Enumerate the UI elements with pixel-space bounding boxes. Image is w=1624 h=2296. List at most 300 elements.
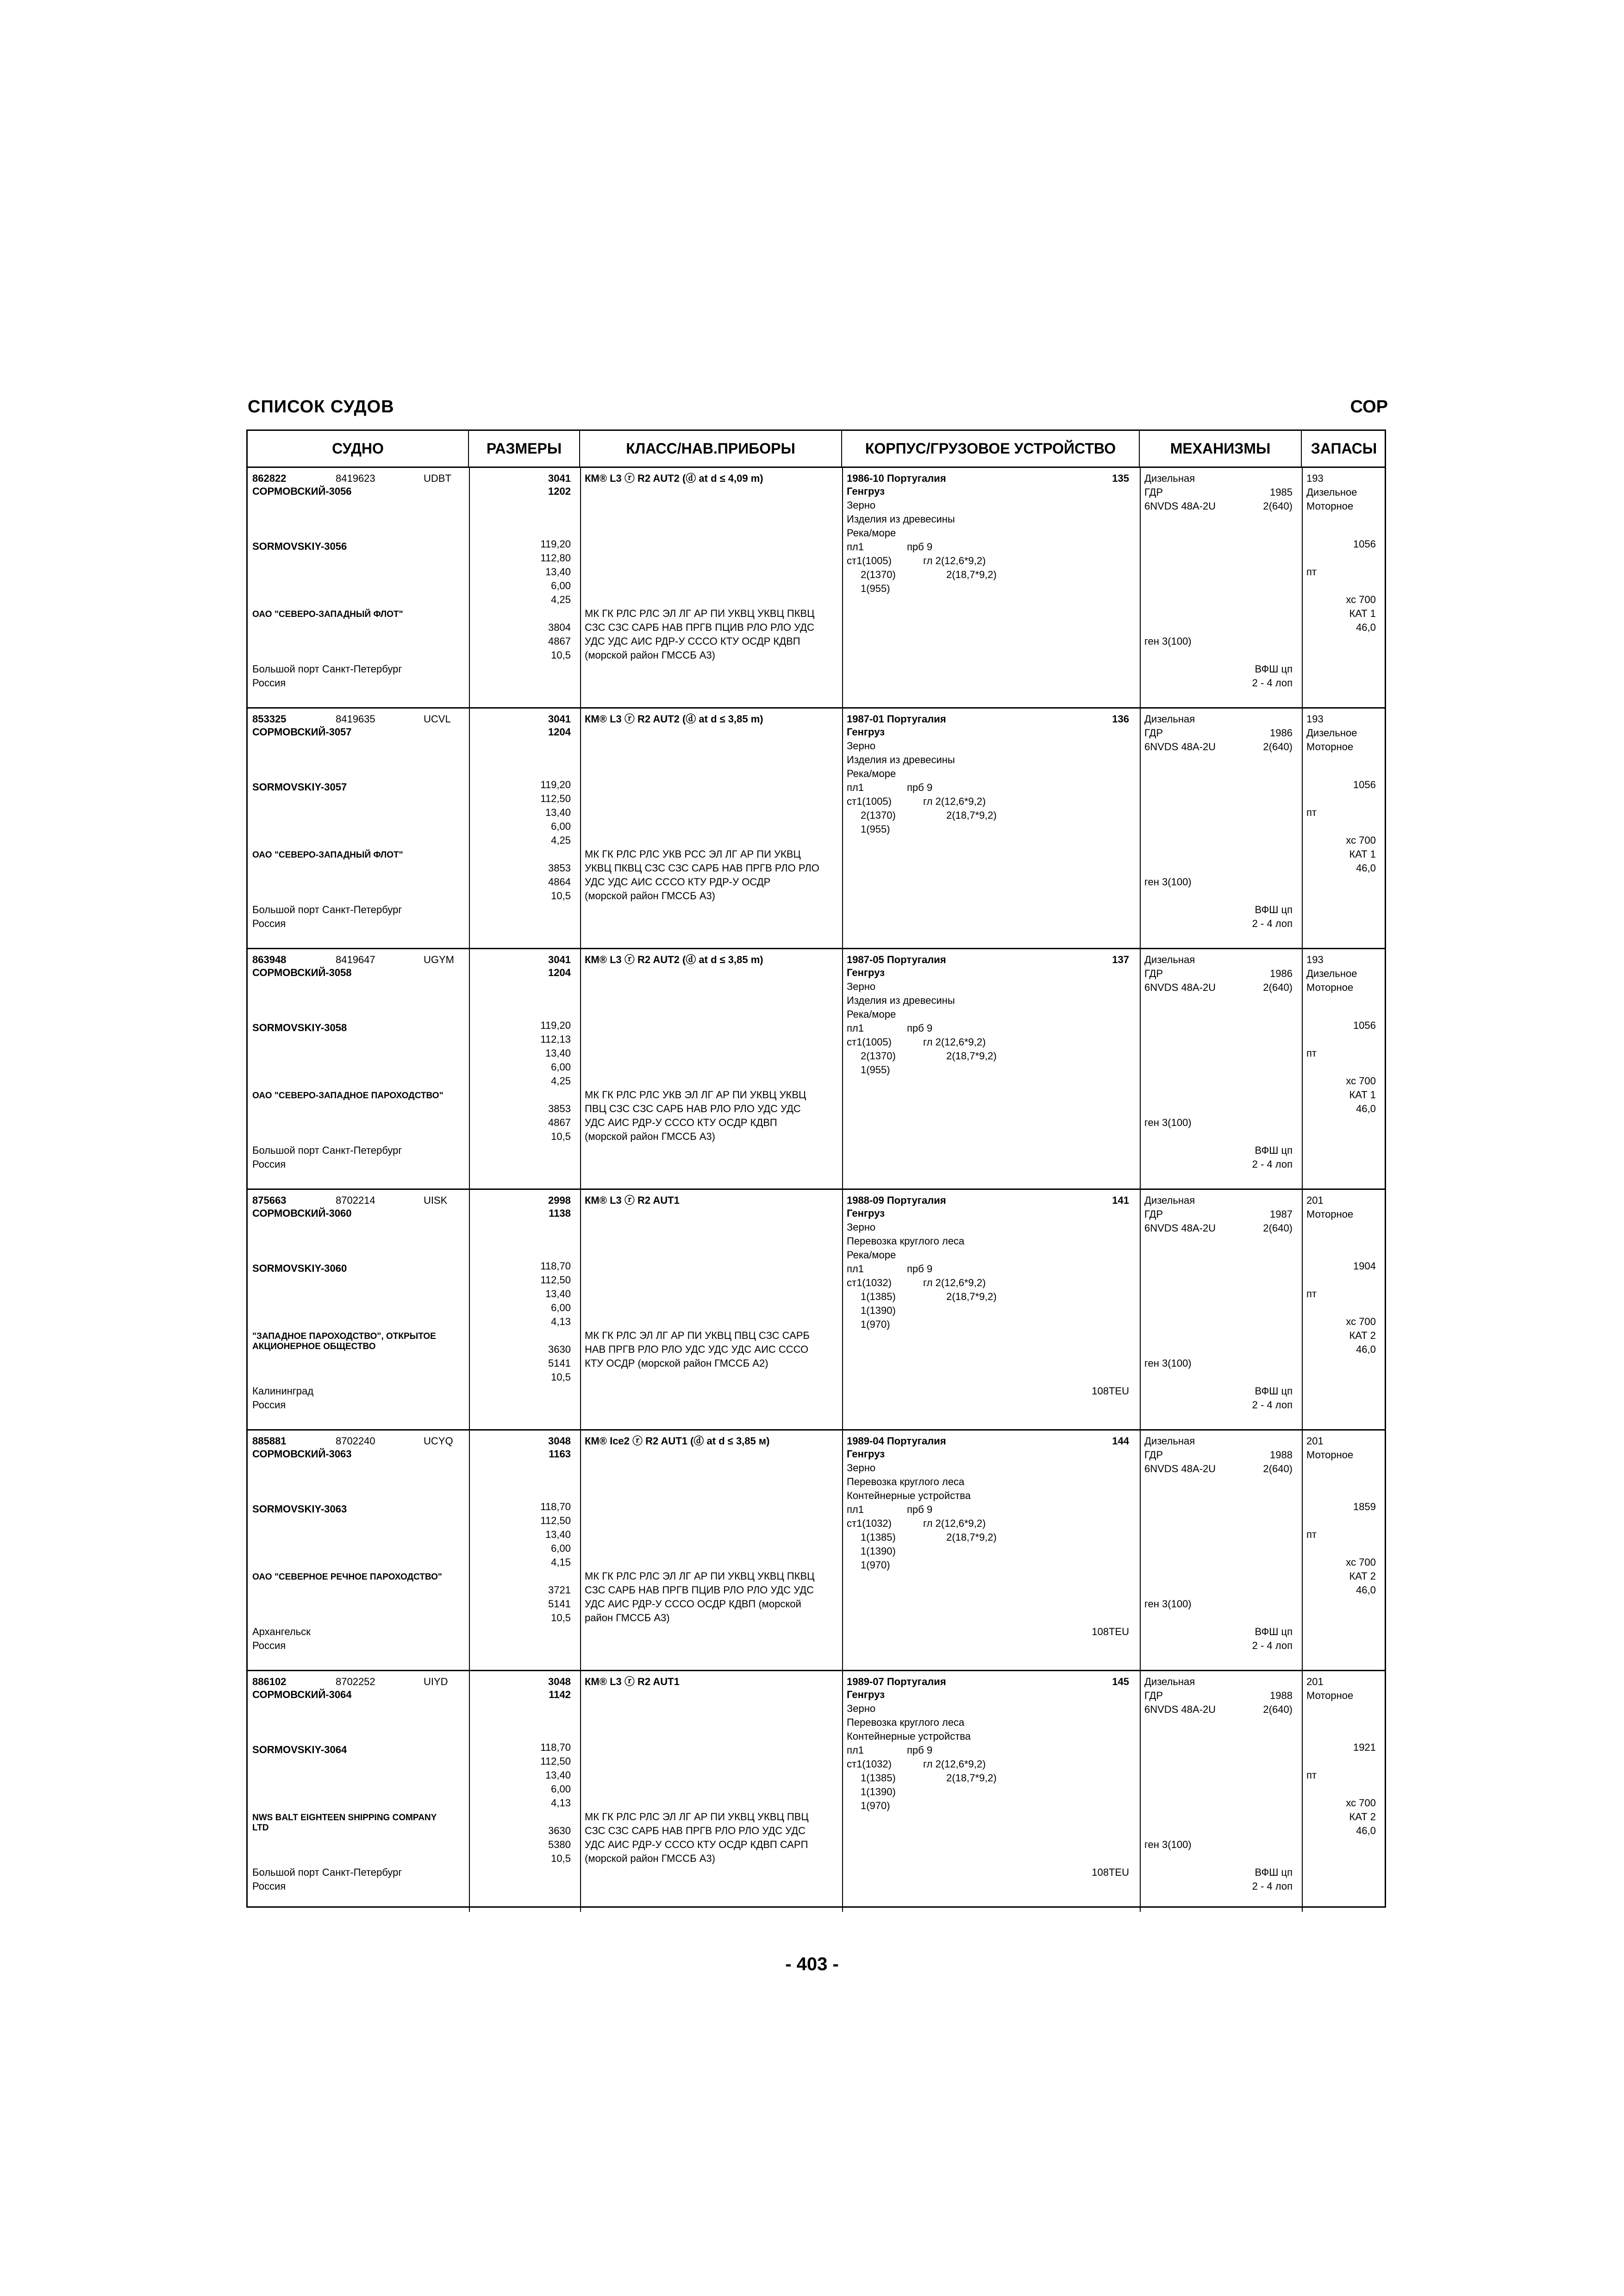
teu-capacity: 108TEU: [1092, 1867, 1129, 1878]
engine-info: ГДР: [1144, 1208, 1163, 1220]
cargo-type: Изделия из древесины: [847, 754, 955, 765]
dimension-value: 6,00: [551, 1302, 571, 1313]
dimension-value: 118,70: [540, 1501, 571, 1512]
owner-name: ОАО "СЕВЕРО-ЗАПАДНЫЙ ФЛОТ": [252, 850, 403, 860]
call-sign: UDBT: [424, 473, 451, 484]
col-header-dimensions: РАЗМЕРЫ: [469, 431, 580, 467]
vessel-name-ru: СОРМОВСКИЙ-3056: [252, 485, 352, 497]
hatch-size: гл 2(12,6*9,2): [923, 1036, 986, 1048]
column-divider: [580, 1671, 581, 1912]
hatch-size: 2(18,7*9,2): [946, 569, 997, 580]
hold-capacity: ст1(1005): [847, 796, 892, 807]
column-divider: [1302, 949, 1303, 1188]
table-header: [248, 431, 1385, 468]
ship-list-table: [246, 429, 1386, 1908]
col-header-vessel: СУДНО: [248, 431, 469, 467]
dimension-value: 6,00: [551, 1061, 571, 1073]
engine-year: 1988: [1270, 1449, 1293, 1461]
flag-country: Россия: [252, 918, 286, 929]
fuel-capacity: 1921: [1353, 1742, 1376, 1753]
hold-capacity: ст1(1032): [847, 1277, 892, 1288]
nav-equipment-line: МК ГК РЛС РЛС УКВ РСС ЭЛ ЛГ АР ПИ УКВЦ: [585, 848, 801, 860]
dimension-value: 3630: [548, 1825, 571, 1836]
store-detail: КАТ 2: [1349, 1811, 1376, 1823]
dimension-value: 112,13: [540, 1033, 571, 1045]
dimension-value: 3041: [548, 954, 571, 965]
vessel-name-ru: СОРМОВСКИЙ-3058: [252, 967, 352, 978]
column-divider: [580, 709, 581, 948]
propeller-info: ВФШ цп: [1255, 904, 1293, 915]
nav-equipment-line: УДС АИС РДР-У СССО КТУ ОСДР КДВП САРП: [585, 1839, 808, 1850]
store-detail: 46,0: [1356, 1825, 1376, 1836]
cargo-type: Перевозка круглого леса: [847, 1235, 965, 1247]
column-divider: [842, 949, 843, 1188]
dimension-value: 6,00: [551, 580, 571, 591]
vessel-name-ru: СОРМОВСКИЙ-3060: [252, 1207, 352, 1219]
owner-name: ОАО "СЕВЕРНОЕ РЕЧНОЕ ПАРОХОДСТВО": [252, 1572, 442, 1582]
cargo-type: пл1: [847, 1022, 864, 1034]
column-divider: [1140, 468, 1141, 707]
generator-info: ген 3(100): [1144, 635, 1192, 647]
build-date-country: 1987-01 Португалия: [847, 713, 946, 725]
store-detail: 46,0: [1356, 1584, 1376, 1596]
engine-info: Дизельная: [1144, 1195, 1195, 1206]
reg-number: 853325: [252, 713, 287, 725]
cargo-type: пл1: [847, 1744, 864, 1756]
dimension-value: 10,5: [551, 1853, 571, 1864]
dimension-value: 10,5: [551, 1131, 571, 1142]
cargo-type: Контейнерные устройства: [847, 1730, 971, 1742]
fuel-store: Дизельное: [1306, 968, 1357, 979]
nav-equipment-line: МК ГК РЛС РЛС ЭЛ ЛГ АР ПИ УКВЦ УКВЦ ПКВЦ: [585, 608, 815, 619]
ship-record: [248, 1431, 1385, 1671]
engine-info: 6NVDS 48A-2U: [1144, 1704, 1216, 1715]
dimension-value: 6,00: [551, 1783, 571, 1795]
class-notation: КМ® Ice2 ⓡ R2 AUT1 (ⓓ at d ≤ 3,85 м): [585, 1435, 770, 1447]
fuel-capacity: 1056: [1353, 1020, 1376, 1031]
dimension-value: 1204: [548, 726, 571, 738]
fuel-store: Моторное: [1306, 1208, 1354, 1220]
hull-number: 136: [1112, 713, 1129, 725]
nav-equipment-line: УКВЦ ПКВЦ СЗС СЗС САРБ НАВ ПРГВ РЛО РЛО: [585, 862, 819, 874]
cargo-type: Зерно: [847, 740, 876, 752]
dimension-value: 3853: [548, 1103, 571, 1114]
nav-equipment-line: (морской район ГМССБ А3): [585, 1131, 715, 1142]
engine-power: 2(640): [1263, 982, 1293, 993]
dimension-value: 119,20: [540, 1020, 571, 1031]
fuel-store: 201: [1306, 1195, 1324, 1206]
dimension-value: 4,13: [551, 1797, 571, 1809]
vessel-name-lat: SORMOVSKIY-3056: [252, 541, 347, 552]
home-port: Большой порт Санкт-Петербург: [252, 1867, 402, 1878]
store-detail: КАТ 1: [1349, 608, 1376, 619]
ship-record: [248, 1671, 1385, 1912]
store-detail: хс 700: [1346, 1075, 1376, 1087]
dimension-value: 10,5: [551, 1612, 571, 1624]
dimension-value: 118,70: [540, 1260, 571, 1272]
propeller-blades: 2 - 4 лоп: [1252, 1399, 1293, 1411]
hold-capacity: 1(970): [861, 1559, 890, 1571]
class-notation: КМ® L3 ⓡ R2 AUT2 (ⓓ at d ≤ 4,09 m): [585, 473, 763, 484]
fresh-water: пт: [1306, 1288, 1317, 1300]
home-port: Калининград: [252, 1385, 314, 1397]
imo-number: 8419623: [336, 473, 375, 484]
store-detail: хс 700: [1346, 1316, 1376, 1327]
fuel-capacity: 1904: [1353, 1260, 1376, 1272]
column-divider: [842, 1190, 843, 1429]
column-divider: [1302, 1431, 1303, 1670]
reg-number: 885881: [252, 1435, 287, 1447]
store-detail: 46,0: [1356, 622, 1376, 633]
nav-equipment-line: УДС УДС АИС РДР-У СССО КТУ ОСДР КДВП: [585, 635, 800, 647]
dimension-value: 3048: [548, 1435, 571, 1447]
imo-number: 8419647: [336, 954, 375, 965]
dimension-value: 118,70: [540, 1742, 571, 1753]
propeller-blades: 2 - 4 лоп: [1252, 1640, 1293, 1651]
ship-record: [248, 468, 1385, 709]
store-detail: хс 700: [1346, 834, 1376, 846]
hull-number: 145: [1112, 1676, 1129, 1687]
vessel-name-ru: СОРМОВСКИЙ-3063: [252, 1448, 352, 1460]
dimension-value: 2998: [548, 1195, 571, 1206]
dimension-value: 13,40: [545, 1529, 571, 1540]
dimension-value: 1204: [548, 967, 571, 978]
build-date-country: 1989-07 Португалия: [847, 1676, 946, 1687]
hold-capacity: 1(1390): [861, 1305, 896, 1316]
dimension-value: 1138: [549, 1207, 571, 1219]
dimension-value: 13,40: [545, 807, 571, 818]
cargo-type: Река/море: [847, 527, 896, 539]
engine-year: 1988: [1270, 1690, 1293, 1701]
nav-equipment-line: МК ГК РЛС РЛС УКВ ЭЛ ЛГ АР ПИ УКВЦ УКВЦ: [585, 1089, 806, 1101]
dimension-value: 119,20: [540, 779, 571, 790]
teu-capacity: 108TEU: [1092, 1385, 1129, 1397]
column-divider: [842, 1431, 843, 1670]
engine-power: 2(640): [1263, 1704, 1293, 1715]
flag-country: Россия: [252, 1399, 286, 1411]
call-sign: UISK: [424, 1195, 448, 1206]
hatch-size: гл 2(12,6*9,2): [923, 796, 986, 807]
call-sign: UIYD: [424, 1676, 448, 1687]
vessel-name-lat: SORMOVSKIY-3058: [252, 1022, 347, 1033]
vessel-name-lat: SORMOVSKIY-3060: [252, 1263, 347, 1274]
call-sign: UGYM: [424, 954, 454, 965]
cargo-type: пл1: [847, 782, 864, 793]
teu-capacity: 108TEU: [1092, 1626, 1129, 1637]
hatch-info: прб 9: [907, 782, 933, 793]
engine-info: Дизельная: [1144, 954, 1195, 965]
imo-number: 8702240: [336, 1435, 375, 1447]
nav-equipment-line: УДС АИС РДР-У СССО КТУ ОСДР КДВП: [585, 1117, 777, 1128]
build-date-country: 1987-05 Португалия: [847, 954, 946, 965]
dimension-value: 4867: [548, 1117, 571, 1128]
hold-capacity: ст1(1032): [847, 1518, 892, 1529]
hull-number: 137: [1112, 954, 1129, 965]
dimension-value: 4,25: [551, 594, 571, 605]
cargo-type: Изделия из древесины: [847, 513, 955, 525]
dimension-value: 4,25: [551, 834, 571, 846]
owner-name: "ЗАПАДНОЕ ПАРОХОДСТВО", ОТКРЫТОЕ: [252, 1332, 436, 1341]
owner-name: ОАО "СЕВЕРО-ЗАПАДНОЕ ПАРОХОДСТВО": [252, 1091, 443, 1101]
build-date-country: 1986-10 Португалия: [847, 473, 946, 484]
hatch-size: 2(18,7*9,2): [946, 1531, 997, 1543]
ship-record: [248, 1190, 1385, 1431]
cargo-type: Река/море: [847, 768, 896, 779]
fresh-water: пт: [1306, 566, 1317, 578]
engine-info: ГДР: [1144, 1690, 1163, 1701]
hatch-size: гл 2(12,6*9,2): [923, 1277, 986, 1288]
nav-equipment-line: (морской район ГМССБ А3): [585, 649, 715, 661]
cargo-type: Перевозка круглого леса: [847, 1717, 965, 1728]
store-detail: 46,0: [1356, 862, 1376, 874]
column-divider: [1140, 1190, 1141, 1429]
dimension-value: 4867: [548, 635, 571, 647]
flag-country: Россия: [252, 1880, 286, 1892]
fuel-store: Дизельное: [1306, 486, 1357, 498]
fresh-water: пт: [1306, 807, 1317, 818]
hold-capacity: ст1(1032): [847, 1758, 892, 1770]
col-header-stores: ЗАПАСЫ: [1311, 440, 1377, 457]
column-divider: [1140, 1431, 1141, 1670]
fresh-water: пт: [1306, 1769, 1317, 1781]
call-sign: UCYQ: [424, 1435, 453, 1447]
engine-power: 2(640): [1263, 1463, 1293, 1475]
propeller-blades: 2 - 4 лоп: [1252, 1158, 1293, 1170]
dimension-value: 112,50: [540, 1755, 571, 1767]
vessel-name-lat: SORMOVSKIY-3063: [252, 1503, 347, 1515]
nav-equipment-line: УДС АИС РДР-У СССО ОСДР КДВП (морской: [585, 1598, 801, 1610]
hold-capacity: 1(955): [861, 823, 890, 835]
engine-info: ГДР: [1144, 486, 1163, 498]
propeller-info: ВФШ цп: [1255, 1385, 1293, 1397]
reg-number: 875663: [252, 1195, 287, 1206]
cargo-type: Изделия из древесины: [847, 995, 955, 1006]
dimension-value: 4,15: [551, 1556, 571, 1568]
generator-info: ген 3(100): [1144, 1839, 1192, 1850]
store-detail: КАТ 2: [1349, 1570, 1376, 1582]
dimension-value: 5141: [548, 1357, 571, 1369]
nav-equipment-line: ПВЦ СЗС СЗС САРБ НАВ РЛО РЛО УДС УДС: [585, 1103, 801, 1114]
nav-equipment-line: УДС УДС АИС СССО КТУ РДР-У ОСДР: [585, 876, 771, 888]
fuel-store: Моторное: [1306, 1449, 1354, 1461]
hatch-info: прб 9: [907, 1744, 933, 1756]
store-detail: КАТ 2: [1349, 1330, 1376, 1341]
dimension-value: 1163: [549, 1448, 571, 1460]
cargo-type: Зерно: [847, 1462, 876, 1474]
vessel-name-ru: СОРМОВСКИЙ-3057: [252, 726, 352, 738]
dimension-value: 13,40: [545, 1769, 571, 1781]
col-header-machinery: МЕХАНИЗМЫ: [1140, 431, 1302, 467]
hatch-size: 2(18,7*9,2): [946, 1050, 997, 1062]
hatch-info: прб 9: [907, 1504, 933, 1515]
cargo-type: Зерно: [847, 1703, 876, 1714]
cargo-type: Река/море: [847, 1249, 896, 1261]
engine-info: Дизельная: [1144, 1435, 1195, 1447]
reg-number: 862822: [252, 473, 287, 484]
hatch-info: прб 9: [907, 541, 933, 553]
class-notation: КМ® L3 ⓡ R2 AUT2 (ⓓ at d ≤ 3,85 m): [585, 713, 763, 725]
dimension-value: 3804: [548, 622, 571, 633]
owner-name: ОАО "СЕВЕРО-ЗАПАДНЫЙ ФЛОТ": [252, 610, 403, 619]
dimension-value: 4,13: [551, 1316, 571, 1327]
home-port: Архангельск: [252, 1626, 311, 1637]
dimension-value: 5141: [548, 1598, 571, 1610]
nav-equipment-line: (морской район ГМССБ А3): [585, 890, 715, 902]
hold-capacity: 1(1385): [861, 1531, 896, 1543]
dimension-value: 1142: [549, 1689, 571, 1700]
hold-capacity: 2(1370): [861, 569, 896, 580]
dimension-value: 13,40: [545, 1288, 571, 1300]
fuel-store: 193: [1306, 713, 1324, 725]
imo-number: 8419635: [336, 713, 375, 725]
propeller-blades: 2 - 4 лоп: [1252, 677, 1293, 689]
fuel-store: Моторное: [1306, 982, 1354, 993]
dimension-value: 3853: [548, 862, 571, 874]
hold-capacity: 1(970): [861, 1319, 890, 1330]
class-notation: КМ® L3 ⓡ R2 AUT1: [585, 1195, 680, 1206]
engine-year: 1986: [1270, 968, 1293, 979]
hold-capacity: 1(1385): [861, 1772, 896, 1784]
flag-country: Россия: [252, 677, 286, 689]
generator-info: ген 3(100): [1144, 1598, 1192, 1610]
propeller-info: ВФШ цп: [1255, 1626, 1293, 1637]
column-divider: [842, 709, 843, 948]
cargo-type: Контейнерные устройства: [847, 1490, 971, 1501]
class-notation: КМ® L3 ⓡ R2 AUT1: [585, 1676, 680, 1687]
class-notation: КМ® L3 ⓡ R2 AUT2 (ⓓ at d ≤ 3,85 m): [585, 954, 763, 965]
dimension-value: 3721: [548, 1584, 571, 1596]
page-title: СПИСОК СУДОВ: [248, 397, 394, 417]
nav-equipment-line: МК ГК РЛС ЭЛ ЛГ АР ПИ УКВЦ ПВЦ СЗС САРБ: [585, 1330, 810, 1341]
nav-equipment-line: (морской район ГМССБ А3): [585, 1853, 715, 1864]
hull-number: 135: [1112, 473, 1129, 484]
build-date-country: 1988-09 Португалия: [847, 1195, 946, 1206]
engine-info: 6NVDS 48A-2U: [1144, 1463, 1216, 1475]
hold-capacity: 1(970): [861, 1800, 890, 1811]
dimension-value: 112,50: [540, 793, 571, 804]
column-divider: [1140, 709, 1141, 948]
store-detail: КАТ 1: [1349, 1089, 1376, 1101]
propeller-info: ВФШ цп: [1255, 663, 1293, 675]
hatch-size: гл 2(12,6*9,2): [923, 555, 986, 566]
col-header-class: КЛАСС/НАВ.ПРИБОРЫ: [580, 431, 842, 467]
home-port: Большой порт Санкт-Петербург: [252, 904, 402, 915]
engine-year: 1985: [1270, 486, 1293, 498]
column-divider: [1302, 709, 1303, 948]
column-divider: [1302, 468, 1303, 707]
hatch-size: 2(18,7*9,2): [946, 1291, 997, 1302]
dimension-value: 112,50: [540, 1515, 571, 1526]
generator-info: ген 3(100): [1144, 876, 1192, 888]
engine-info: Дизельная: [1144, 713, 1195, 725]
cargo-type: пл1: [847, 1263, 864, 1275]
propeller-info: ВФШ цп: [1255, 1867, 1293, 1878]
reg-number: 886102: [252, 1676, 287, 1687]
fresh-water: пт: [1306, 1529, 1317, 1540]
nav-equipment-line: район ГМССБ А3): [585, 1612, 670, 1624]
col-header-hull: КОРПУС/ГРУЗОВОЕ УСТРОЙСТВО: [842, 431, 1140, 467]
dimension-value: 10,5: [551, 890, 571, 902]
nav-equipment-line: КТУ ОСДР (морской район ГМССБ А2): [585, 1357, 768, 1369]
hatch-size: 2(18,7*9,2): [946, 809, 997, 821]
dimension-value: 3041: [548, 473, 571, 484]
hull-number: 141: [1112, 1195, 1129, 1206]
fuel-capacity: 1859: [1353, 1501, 1376, 1512]
home-port: Большой порт Санкт-Петербург: [252, 663, 402, 675]
hatch-size: гл 2(12,6*9,2): [923, 1758, 986, 1770]
hold-capacity: 1(1390): [861, 1545, 896, 1557]
dimension-value: 10,5: [551, 649, 571, 661]
engine-info: 6NVDS 48A-2U: [1144, 1222, 1216, 1234]
cargo-type: Перевозка круглого леса: [847, 1476, 965, 1487]
engine-info: ГДР: [1144, 1449, 1163, 1461]
section-code: СОР: [1350, 397, 1388, 417]
store-detail: хс 700: [1346, 1556, 1376, 1568]
propeller-info: ВФШ цп: [1255, 1145, 1293, 1156]
nav-equipment-line: МК ГК РЛС РЛС ЭЛ ЛГ АР ПИ УКВЦ УКВЦ ПКВЦ: [585, 1570, 815, 1582]
hold-capacity: 1(955): [861, 583, 890, 594]
dimension-value: 3630: [548, 1344, 571, 1355]
dimension-value: 119,20: [540, 538, 571, 550]
column-divider: [580, 1190, 581, 1429]
hull-number: 144: [1112, 1435, 1129, 1447]
dimension-value: 4864: [548, 876, 571, 888]
owner-name: АКЦИОНЕРНОЕ ОБЩЕСТВО: [252, 1342, 376, 1351]
engine-power: 2(640): [1263, 741, 1293, 753]
engine-year: 1986: [1270, 727, 1293, 739]
dimension-value: 6,00: [551, 1543, 571, 1554]
flag-country: Россия: [252, 1158, 286, 1170]
fuel-capacity: 1056: [1353, 779, 1376, 790]
hold-capacity: ст1(1005): [847, 1036, 892, 1048]
imo-number: 8702252: [336, 1676, 375, 1687]
owner-name: NWS BALT EIGHTEEN SHIPPING COMPANY: [252, 1813, 437, 1823]
hold-capacity: 1(1390): [861, 1786, 896, 1798]
store-detail: хс 700: [1346, 594, 1376, 605]
column-divider: [580, 949, 581, 1188]
fuel-store: Моторное: [1306, 500, 1354, 512]
dimension-value: 6,00: [551, 821, 571, 832]
store-detail: КАТ 1: [1349, 848, 1376, 860]
cargo-type: Зерно: [847, 499, 876, 511]
cargo-type: Генгруз: [847, 726, 885, 738]
ship-record: [248, 709, 1385, 949]
propeller-blades: 2 - 4 лоп: [1252, 918, 1293, 929]
fuel-store: Моторное: [1306, 741, 1354, 753]
build-date-country: 1989-04 Португалия: [847, 1435, 946, 1447]
propeller-blades: 2 - 4 лоп: [1252, 1880, 1293, 1892]
fuel-store: 193: [1306, 473, 1324, 484]
cargo-type: Генгруз: [847, 1448, 885, 1460]
nav-equipment-line: СЗС САРБ НАВ ПРГВ ПЦИВ РЛО РЛО УДС УДС: [585, 1584, 814, 1596]
hatch-info: прб 9: [907, 1263, 933, 1275]
dimension-value: 112,50: [540, 1274, 571, 1286]
dimension-value: 1202: [548, 485, 571, 497]
dimension-value: 4,25: [551, 1075, 571, 1087]
engine-info: Дизельная: [1144, 473, 1195, 484]
imo-number: 8702214: [336, 1195, 375, 1206]
column-divider: [580, 468, 581, 707]
cargo-type: пл1: [847, 541, 864, 553]
fresh-water: пт: [1306, 1047, 1317, 1059]
generator-info: ген 3(100): [1144, 1357, 1192, 1369]
vessel-name-ru: СОРМОВСКИЙ-3064: [252, 1689, 352, 1700]
column-divider: [1140, 949, 1141, 1188]
store-detail: 46,0: [1356, 1103, 1376, 1114]
cargo-type: Генгруз: [847, 1207, 885, 1219]
hold-capacity: 2(1370): [861, 809, 896, 821]
fuel-capacity: 1056: [1353, 538, 1376, 550]
